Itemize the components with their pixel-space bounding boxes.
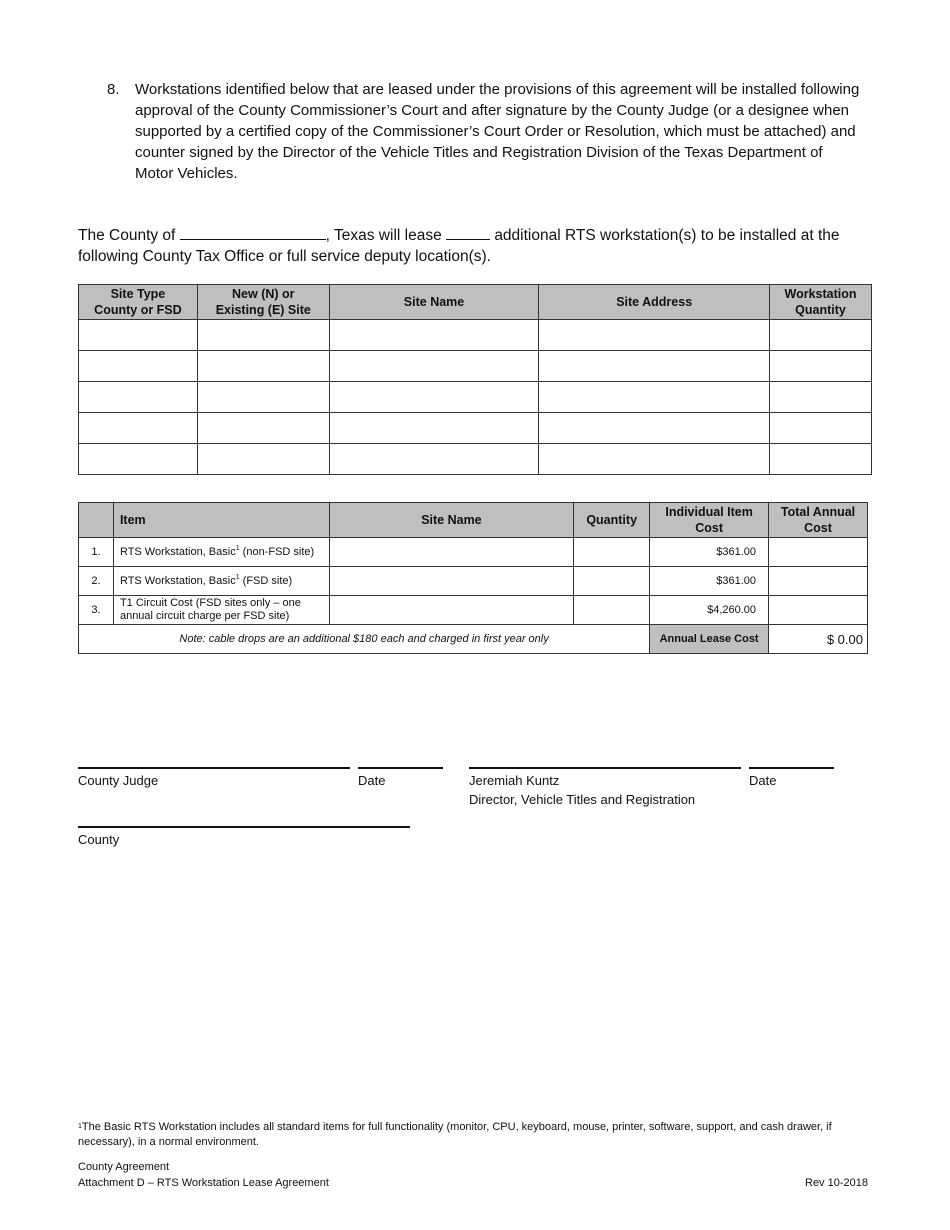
table-cell[interactable] (329, 382, 539, 413)
cost-table (78, 502, 868, 654)
header-individual-cost: Individual Item Cost (650, 503, 769, 538)
table-row (79, 351, 872, 382)
header-total-annual-cost: Total Annual Cost (769, 503, 868, 538)
item-name: RTS Workstation, Basic$^1$ (non-FSD site) (113, 538, 329, 567)
header-site-address: Site Address (539, 285, 770, 320)
header-site-name: Site Name (329, 285, 539, 320)
header-new-existing: New (N) or Existing (E) Site (197, 285, 329, 320)
date-label: Date (358, 773, 386, 788)
table-row (79, 320, 872, 351)
total-annual-cost-cell[interactable] (769, 538, 868, 567)
item-name: RTS Workstation, Basic$^1$ (FSD site) (113, 567, 329, 596)
annual-lease-row (79, 625, 868, 654)
footnote-marker: 1 (78, 1123, 82, 1130)
table-cell[interactable] (329, 351, 539, 382)
director-date-line[interactable] (749, 767, 834, 769)
header-cost-site-name: Site Name (329, 503, 574, 538)
table-cell[interactable] (329, 444, 539, 475)
table-row (79, 596, 868, 625)
table-cell[interactable] (770, 351, 872, 382)
footer-line-2: Attachment D – RTS Workstation Lease Agreement (78, 1177, 329, 1189)
footnote-text: The Basic RTS Workstation includes all standard items for full functionality (monitor, CPU, keyboard, mouse, printer, software, support, and cash drawer, if necessary), in a normal environment. (78, 1121, 832, 1148)
county-label: County (78, 832, 120, 847)
quantity-cell[interactable] (574, 567, 650, 596)
director-name: Jeremiah Kuntz (469, 773, 560, 788)
county-signature-line[interactable] (78, 826, 410, 828)
header-site-type: Site Type County or FSD (79, 285, 198, 320)
table-row (79, 567, 868, 596)
individual-cost: $361.00 (650, 538, 769, 567)
table-cell[interactable] (539, 413, 770, 444)
sites-header-row (79, 285, 872, 320)
county-judge-date-line[interactable] (358, 767, 443, 769)
intro-part-1: The County of (78, 227, 176, 244)
table-cell[interactable] (79, 413, 198, 444)
row-number: 3. (79, 596, 114, 625)
director-title: Director, Vehicle Titles and Registration (469, 792, 696, 807)
total-annual-cost-cell[interactable] (769, 596, 868, 625)
table-cell[interactable] (197, 413, 329, 444)
footnote (78, 1120, 868, 1150)
header-quantity: Quantity (574, 503, 650, 538)
site-name-cell[interactable] (329, 596, 574, 625)
site-name-cell[interactable] (329, 538, 574, 567)
item-number: 8. (107, 81, 120, 98)
table-cell[interactable] (539, 444, 770, 475)
intro-part-2: , Texas will lease (325, 227, 442, 244)
table-cell[interactable] (539, 382, 770, 413)
table-row (79, 382, 872, 413)
total-annual-cost-cell[interactable] (769, 567, 868, 596)
item-name: T1 Circuit Cost (FSD sites only – one annual circuit charge per FSD site) (113, 596, 329, 625)
individual-cost: $4,260.00 (650, 596, 769, 625)
site-name-cell[interactable] (329, 567, 574, 596)
lease-intro (78, 225, 878, 267)
table-cell[interactable] (197, 382, 329, 413)
table-cell[interactable] (539, 320, 770, 351)
header-workstation-quantity: Workstation Quantity (770, 285, 872, 320)
table-cell[interactable] (197, 444, 329, 475)
table-cell[interactable] (79, 382, 198, 413)
table-row (79, 444, 872, 475)
item-8-text: Workstations identified below that are leased under the provisions of this agreement will be installed following approval of the County Commissioner’s Court and after signature by the County Judge (or a designee when supported by a certified copy of the Commissioner’s Court Order or Resolution, which must be attached) and counter signed by the Director of the Vehicle Titles and Registration Division of the Texas Department of Motor Vehicles. (135, 81, 860, 182)
sites-table (78, 284, 872, 475)
table-cell[interactable] (79, 351, 198, 382)
table-cell[interactable] (329, 320, 539, 351)
annual-lease-cost-label: Annual Lease Cost (650, 625, 769, 654)
quantity-cell[interactable] (574, 596, 650, 625)
table-cell[interactable] (79, 320, 198, 351)
annual-lease-cost-value: $ 0.00 (769, 625, 868, 654)
workstation-count-blank[interactable] (446, 225, 490, 240)
cable-drop-note: Note: cable drops are an additional $180 each and charged in first year only (79, 625, 650, 654)
county-judge-label: County Judge (78, 773, 159, 788)
table-row (79, 538, 868, 567)
table-cell[interactable] (770, 320, 872, 351)
footer-line-1: County Agreement (78, 1161, 170, 1173)
table-cell[interactable] (79, 444, 198, 475)
table-cell[interactable] (197, 351, 329, 382)
cost-header-row (79, 503, 868, 538)
header-item: Item (113, 503, 329, 538)
row-number: 1. (79, 538, 114, 567)
table-cell[interactable] (329, 413, 539, 444)
intro-part-3: additional RTS workstation(s) to be installed at the following County Tax Office or full service deputy location(s). (78, 227, 840, 265)
director-signature-line[interactable] (469, 767, 741, 769)
date-label: Date (749, 773, 777, 788)
row-number: 2. (79, 567, 114, 596)
county-name-blank[interactable] (180, 225, 326, 240)
table-cell[interactable] (197, 320, 329, 351)
table-cell[interactable] (539, 351, 770, 382)
table-row (79, 413, 872, 444)
table-cell[interactable] (770, 413, 872, 444)
table-cell[interactable] (770, 382, 872, 413)
revision-label: Rev 10-2018 (805, 1177, 868, 1189)
header-number (79, 503, 114, 538)
quantity-cell[interactable] (574, 538, 650, 567)
individual-cost: $361.00 (650, 567, 769, 596)
county-judge-signature-line[interactable] (78, 767, 350, 769)
table-cell[interactable] (770, 444, 872, 475)
